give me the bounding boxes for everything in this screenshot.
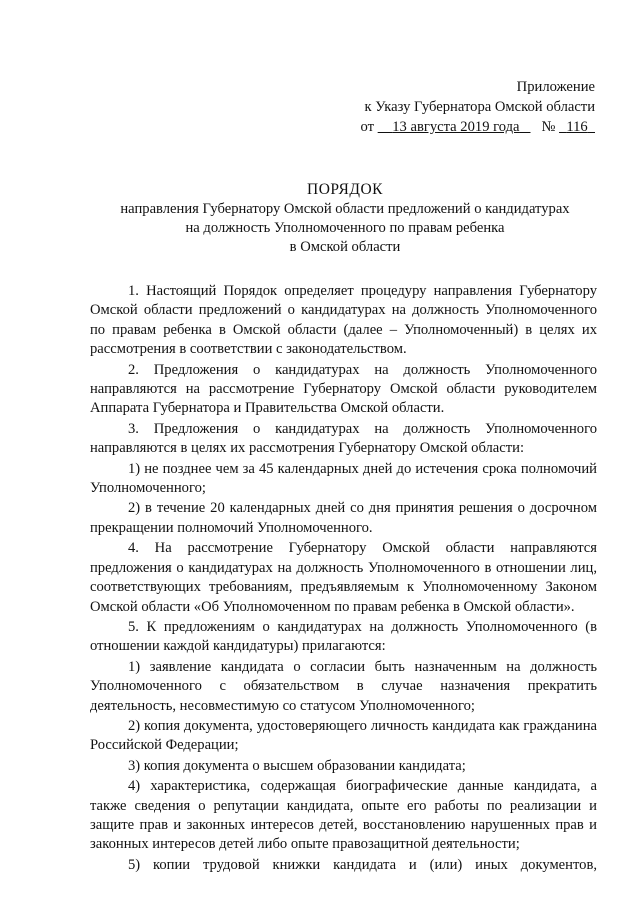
title-line-1: направления Губернатору Омской области предложений о кандидатурах: [120, 201, 570, 217]
paragraph-4: 4. На рассмотрение Губернатору Омской области направляются предложения о кандидатурах на должность Уполномоченного в отношении лиц, соответствующих требованиям, предъявляемым к Уполномоченному Законом Омской области «Об Уполномоченном по правам ребенка в Омской области».: [90, 540, 597, 615]
title-line-2: на должность Уполномоченного по правам ребенка: [185, 220, 505, 236]
appendix-header: [361, 77, 595, 137]
paragraph-5-item-5: 5) копии трудовой книжки кандидата и (или) иных документов,: [128, 856, 597, 873]
paragraph-3: 3. Предложения о кандидатурах на должность Уполномоченного направляются в целях их рассмотрения Губернатору Омской области:: [90, 420, 597, 457]
paragraph-5-item-1: 1) заявление кандидата о согласии быть назначенным на должность Уполномоченного с обязательством в случае назначения прекратить деятельность, несовместимую со статусом Уполномоченного;: [90, 658, 597, 714]
decree-number: 116: [566, 119, 588, 135]
paragraph-2: 2. Предложения о кандидатурах на должность Уполномоченного направляются на рассмотрение Губернатору Омской области руководителем Аппарата Губернатора и Правительства Омской области.: [90, 361, 597, 417]
paragraph-1: 1. Настоящий Порядок определяет процедуру направления Губернатору Омской области предложений о кандидатурах на должность Уполномоченного по правам ребенка в Омской области (далее – Уполномоченный) в целях их рассмотрения в соответствии с законодательством.: [90, 283, 597, 358]
paragraph-5-item-2: 2) копия документа, удостоверяющего личность кандидата как гражданина Российской Федерации;: [90, 717, 597, 754]
title-line-3: в Омской области: [289, 239, 401, 255]
decree-date-line: [361, 117, 595, 137]
title-main: ПОРЯДОК: [307, 181, 383, 198]
document-body: [90, 282, 597, 876]
decree-reference: к Указу Губернатора Омской области: [364, 99, 595, 115]
date-prefix: от: [360, 119, 374, 135]
paragraph-5: 5. К предложениям о кандидатурах на должность Уполномоченного (в отношении каждой кандидатуры) прилагаются:: [90, 618, 597, 655]
paragraph-3-item-1: 1) не позднее чем за 45 календарных дней до истечения срока полномочий Уполномоченного;: [90, 460, 597, 497]
document-title: [80, 180, 610, 257]
decree-date: 13 августа 2019 года: [392, 119, 520, 135]
number-prefix: №: [541, 119, 556, 135]
paragraph-3-item-2: 2) в течение 20 календарных дней со дня принятия решения о досрочном прекращении полномочий Уполномоченного.: [90, 500, 597, 536]
paragraph-5-item-4: 4) характеристика, содержащая биографические данные кандидата, а также сведения о репутации кандидата, опыте его работы по реализации и защите прав и законных интересов детей, восстановлению нарушенных прав и законных интересов детей либо опыте правозащитной деятельности;: [90, 778, 597, 853]
paragraph-5-item-3: 3) копия документа о высшем образовании кандидата;: [128, 757, 466, 774]
appendix-label: Приложение: [516, 79, 595, 95]
